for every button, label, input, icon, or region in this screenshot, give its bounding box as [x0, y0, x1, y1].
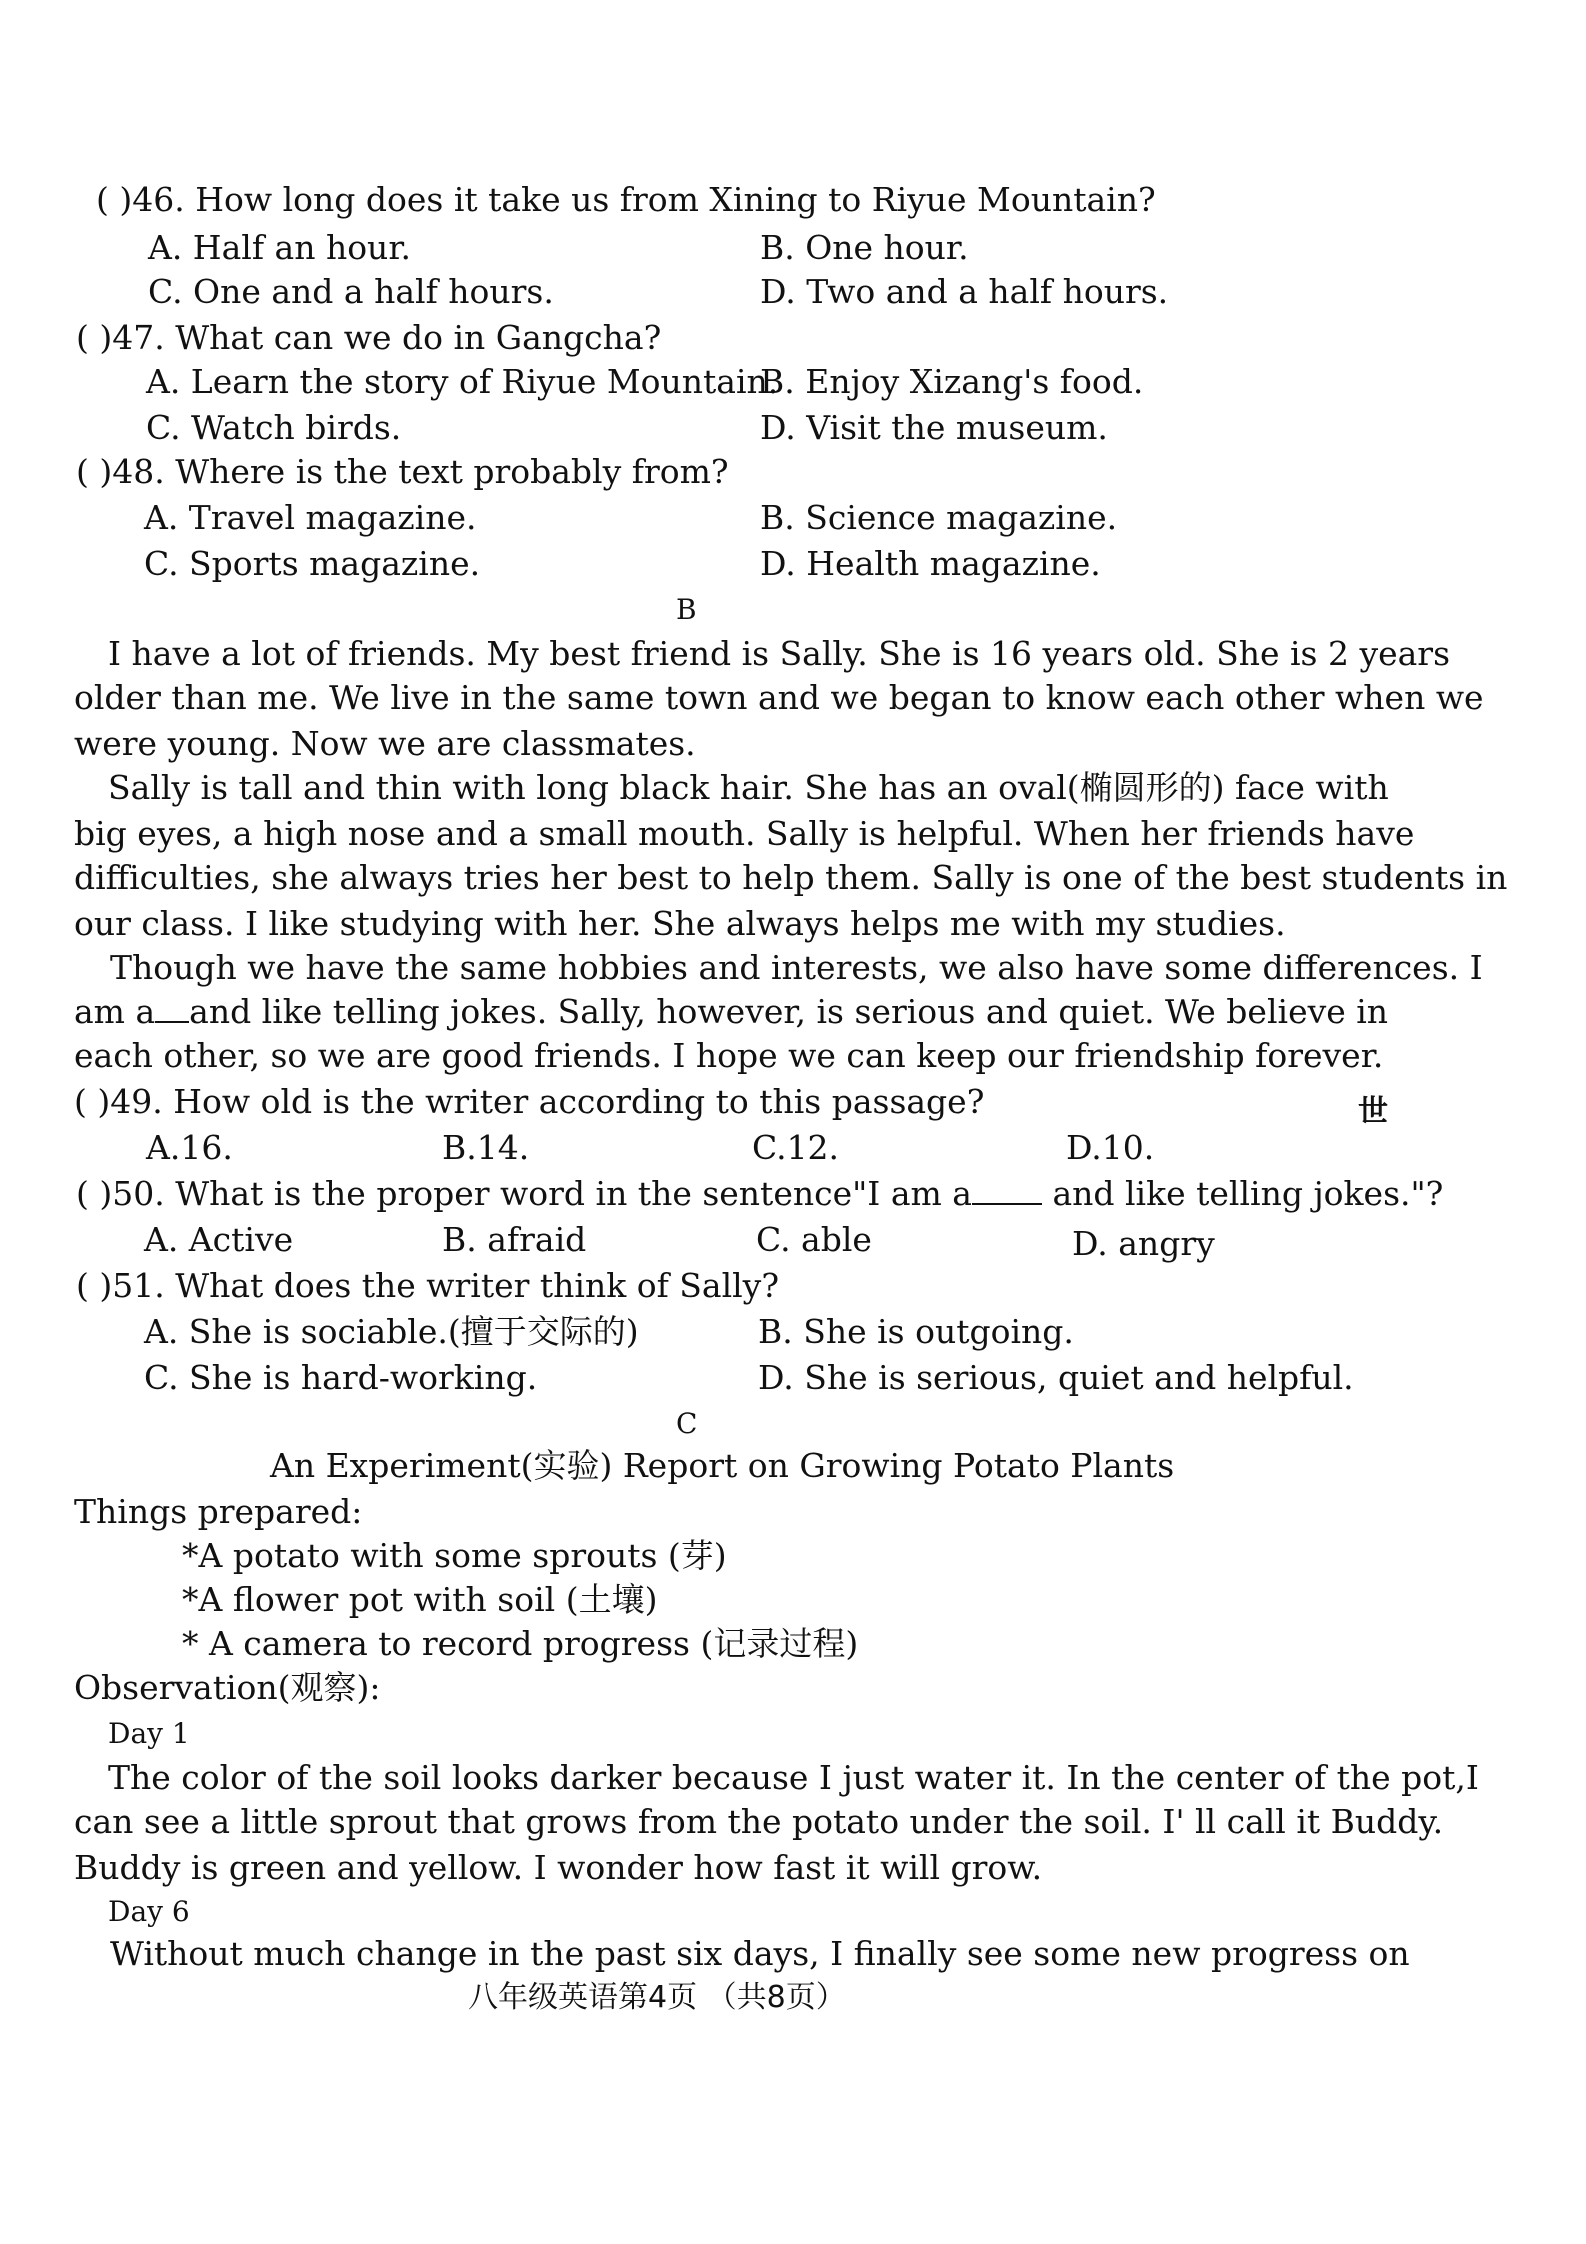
passage-b-line-with-blank — [74, 990, 1388, 1034]
q50-prompt-after: and like telling jokes."? — [1052, 1174, 1444, 1213]
q51-option-a: A. She is sociable.(擅于交际的) — [144, 1312, 639, 1351]
page-footer: 八年级英语第4页 （共8页） — [468, 1980, 846, 2015]
q51-option-b: B. She is outgoing. — [758, 1312, 1074, 1351]
things-prepared-item: *A flower pot with soil (土壤) — [182, 1580, 658, 1619]
day-1-text: The color of the soil looks darker because I just water it. In the center of the pot,I — [108, 1758, 1479, 1797]
q46-option-d: D. Two and a half hours. — [760, 272, 1169, 311]
passage-b-line: each other, so we are good friends. I hope we can keep our friendship forever. — [74, 1036, 1384, 1075]
things-prepared-item: * A camera to record progress (记录过程) — [182, 1624, 859, 1663]
things-prepared-item: *A potato with some sprouts (芽) — [182, 1536, 727, 1575]
question-47: ( )47. What can we do in Gangcha? — [76, 318, 662, 357]
question-51: ( )51. What does the writer think of Sally? — [76, 1266, 780, 1305]
q49-option-c: C.12. — [752, 1128, 840, 1167]
q50-option-c: C. able — [756, 1220, 872, 1259]
things-prepared-label: Things prepared: — [74, 1492, 363, 1531]
passage-b-line: big eyes, a high nose and a small mouth. Sally is helpful. When her friends have — [74, 814, 1415, 853]
q50-option-d: D. angry — [1072, 1224, 1215, 1263]
q46-option-b: B. One hour. — [760, 228, 969, 267]
question-49: ( )49. How old is the writer according to this passage? — [74, 1082, 985, 1121]
text-before-blank: am a — [74, 992, 156, 1031]
report-title: An Experiment(实验) Report on Growing Potato Plants — [270, 1446, 1175, 1485]
q47-option-b: B. Enjoy Xizang's food. — [760, 362, 1144, 401]
q49-option-b: B.14. — [442, 1128, 530, 1167]
passage-b-line: difficulties, she always tries her best to help them. Sally is one of the best students in — [74, 858, 1508, 897]
passage-b-line: Sally is tall and thin with long black hair. She has an oval(椭圆形的) face with — [108, 768, 1389, 807]
q48-option-b: B. Science magazine. — [760, 498, 1118, 537]
q46-option-c: C. One and a half hours. — [148, 272, 554, 311]
text-after-blank: and like telling jokes. Sally, however, is serious and quiet. We believe in — [189, 992, 1389, 1031]
answer-blank — [155, 991, 189, 1023]
day-1-text: can see a little sprout that grows from the potato under the soil. I' ll call it Buddy. — [74, 1802, 1444, 1841]
q49-option-d: D.10. — [1066, 1128, 1155, 1167]
question-48: ( )48. Where is the text probably from? — [76, 452, 729, 491]
day-1-text: Buddy is green and yellow. I wonder how fast it will grow. — [74, 1848, 1043, 1887]
q47-option-c: C. Watch birds. — [146, 408, 402, 447]
q46-option-a: A. Half an hour. — [148, 228, 411, 267]
passage-b-line: our class. I like studying with her. She always helps me with my studies. — [74, 904, 1286, 943]
q48-option-c: C. Sports magazine. — [144, 544, 481, 583]
section-c-heading: C — [676, 1407, 698, 1440]
question-46: ( )46. How long does it take us from Xining to Riyue Mountain? — [96, 180, 1156, 219]
q51-option-d: D. She is serious, quiet and helpful. — [758, 1358, 1354, 1397]
q50-option-a: A. Active — [144, 1220, 294, 1259]
q47-option-d: D. Visit the museum. — [760, 408, 1108, 447]
q48-option-a: A. Travel magazine. — [144, 498, 477, 537]
q49-option-a: A.16. — [146, 1128, 233, 1167]
section-b-heading: B — [676, 593, 697, 626]
stray-mark: 世 — [1358, 1094, 1388, 1129]
question-50 — [76, 1172, 1443, 1216]
q50-prompt-before: ( )50. What is the proper word in the sentence"I am a — [76, 1174, 972, 1213]
q48-option-d: D. Health magazine. — [760, 544, 1101, 583]
passage-b-line: were young. Now we are classmates. — [74, 724, 696, 763]
q47-option-a: A. Learn the story of Riyue Mountain. — [146, 362, 779, 401]
q51-option-c: C. She is hard-working. — [144, 1358, 538, 1397]
day-6-text: Without much change in the past six days, I finally see some new progress on — [110, 1934, 1410, 1973]
answer-blank — [972, 1173, 1042, 1205]
passage-b-line: Though we have the same hobbies and interests, we also have some differences. I — [110, 948, 1483, 987]
q50-option-b: B. afraid — [442, 1220, 587, 1259]
day-6-label: Day 6 — [108, 1895, 190, 1928]
passage-b-line: I have a lot of friends. My best friend is Sally. She is 16 years old. She is 2 years — [108, 634, 1451, 673]
passage-b-line: older than me. We live in the same town and we began to know each other when we — [74, 678, 1484, 717]
day-1-label: Day 1 — [108, 1717, 190, 1750]
observation-label: Observation(观察): — [74, 1668, 381, 1707]
